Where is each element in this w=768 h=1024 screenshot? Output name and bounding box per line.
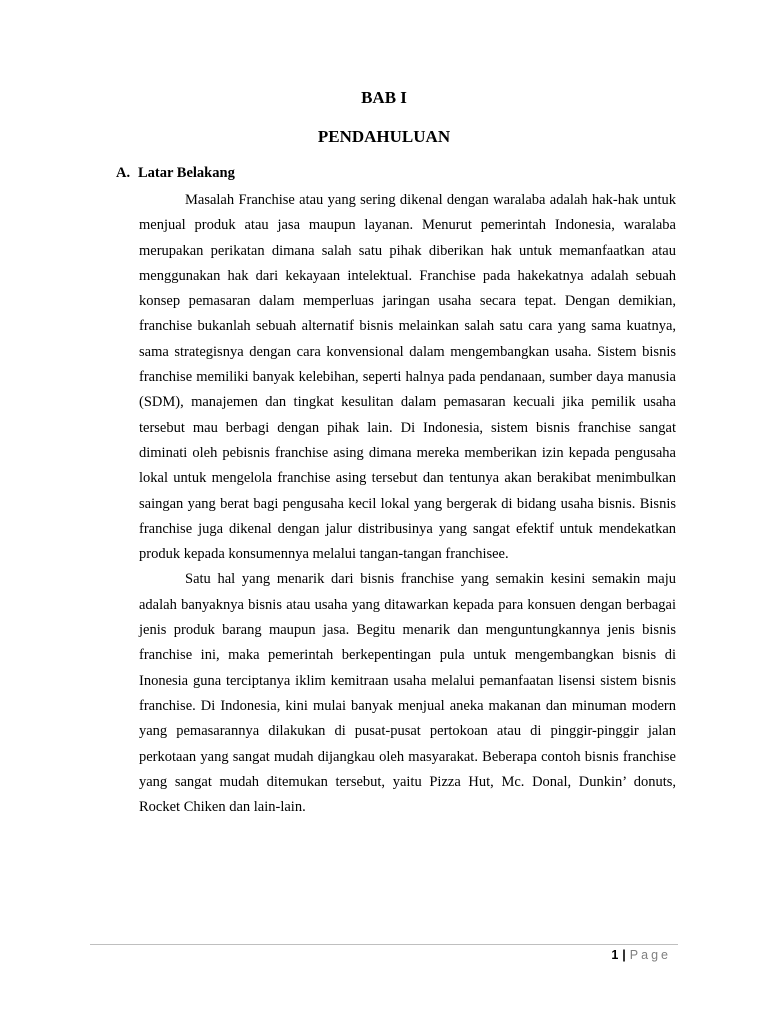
paragraph-2: Satu hal yang menarik dari bisnis franchise yang semakin kesini semakin maju adalah banyaknya bisnis atau usaha yang ditawarkan kepada para konsuen dengan berbagai jenis produk barang maupun jasa. Begitu menarik dan menguntungkannya jenis bisnis franchise ini, maka pemerintah berkepentingan pula untuk mengembangkan bisnis di Inonesia guna terciptanya iklim kemitraan usaha melalui pemanfaatan lisensi sistem bisnis franchise. Di Indonesia, kini mulai banyak menjual aneka makanan dan minuman modern yang pemasarannya dilakukan di pusat-pusat pertokoan atau di pinggir-pinggir jalan perkotaan yang sangat mudah dijangkau oleh masyarakat. Beberapa contoh bisnis franchise yang sangat mudah ditemukan tersebut, yaitu Pizza Hut, Mc. Donal, Dunkin’ donuts, Rocket Chiken dan lain-lain. — [139, 571, 676, 816]
section-heading — [116, 165, 235, 182]
section-title: Latar Belakang — [138, 165, 235, 181]
footer-separator: | — [622, 948, 626, 962]
footer-divider — [90, 944, 678, 945]
page-label: Page — [629, 948, 671, 962]
body-text — [139, 188, 676, 820]
page-footer — [611, 948, 671, 962]
section-label: A. — [116, 165, 131, 181]
chapter-number: BAB I — [361, 88, 407, 107]
page-number: 1 — [611, 948, 619, 962]
paragraph-1: Masalah Franchise atau yang sering dikenal dengan waralaba adalah hak-hak untuk menjual produk atau jasa maupun layanan. Menurut pemerintah Indonesia, waralaba merupakan perikatan dimana salah satu pihak diberikan hak untuk memanfaatkan atau menggunakan hak dari kekayaan intelektual. Franchise pada hakekatnya adalah sebuah konsep pemasaran dalam memperluas jaringan usaha secara tepat. Dengan demikian, franchise bukanlah sebuah alternatif bisnis melainkan salah satu cara yang sama kuatnya, sama strategisnya dengan cara konvensional dalam mengembangkan usaha. Sistem bisnis franchise memiliki banyak kelebihan, seperti halnya pada pendanaan, sumber daya manusia (SDM), manajemen dan tingkat kesulitan dalam pemasaran kecuali jika pemilik usaha tersebut mau berbagi dengan pihak lain. Di Indonesia, sistem bisnis franchise sangat diminati oleh pebisnis franchise asing dimana mereka memberikan izin kepada pengusaha lokal untuk mengelola franchise asing tersebut dan tentunya akan berakibat menimbulkan saingan yang berat bagi pengusaha kecil lokal yang bergerak di bidang usaha bisnis. Bisnis franchise juga dikenal dengan jalur distribusinya yang sangat efektif untuk mendekatkan produk kepada konsumennya melalui tangan-tangan franchisee. — [139, 192, 676, 563]
chapter-title: PENDAHULUAN — [317, 127, 451, 146]
